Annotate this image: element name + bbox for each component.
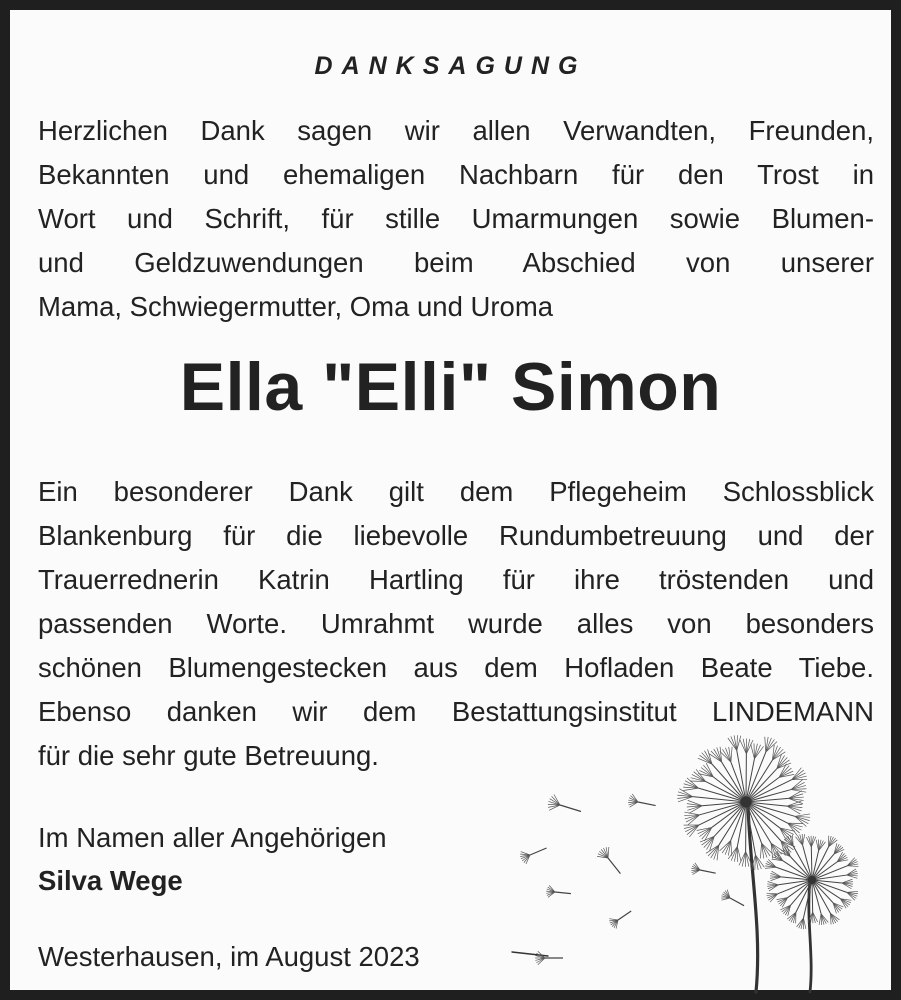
thanks-line: für die sehr gute Betreuung.: [38, 740, 379, 771]
thanks-line: Ein besonderer Dank gilt dem Pflegeheim Schlossblick: [38, 476, 874, 507]
place-date: Westerhausen, im August 2023: [38, 941, 420, 972]
thanks-line: passenden Worte. Umrahmt wurde alles von besonders: [38, 608, 874, 639]
thanks-line: Trauerrednerin Katrin Hartling für ihre tröstenden und: [38, 564, 874, 595]
dandelion-illustration: [500, 730, 880, 1000]
thanks-line: Ebenso danken wir dem Bestattungsinstitut LINDEMANN: [38, 696, 874, 727]
thanks-line: schönen Blumengestecken aus dem Hofladen Beate Tiebe.: [38, 652, 874, 683]
intro-line: Mama, Schwiegermutter, Oma und Uroma: [38, 291, 554, 322]
dandelion-head-large: [677, 735, 810, 870]
intro-line: Herzlichen Dank sagen wir allen Verwandten, Freunden,: [38, 115, 874, 146]
intro-paragraph: [38, 109, 874, 329]
thanks-line: Blankenburg für die liebevolle Rundumbetreuung und der: [38, 520, 874, 551]
deceased-name: Ella "Elli" Simon: [179, 349, 722, 425]
intro-line: Bekannten und ehemaligen Nachbarn für den Trost in: [38, 159, 874, 190]
on-behalf-text: Im Namen aller Angehörigen: [38, 822, 387, 853]
signer-name: Silva Wege: [38, 865, 183, 896]
intro-line: und Geldzuwendungen beim Abschied von unserer: [38, 247, 874, 278]
notice-heading: DANKSAGUNG: [314, 52, 587, 80]
intro-line: Wort und Schrift, für stille Umarmungen sowie Blumen-: [38, 203, 874, 234]
